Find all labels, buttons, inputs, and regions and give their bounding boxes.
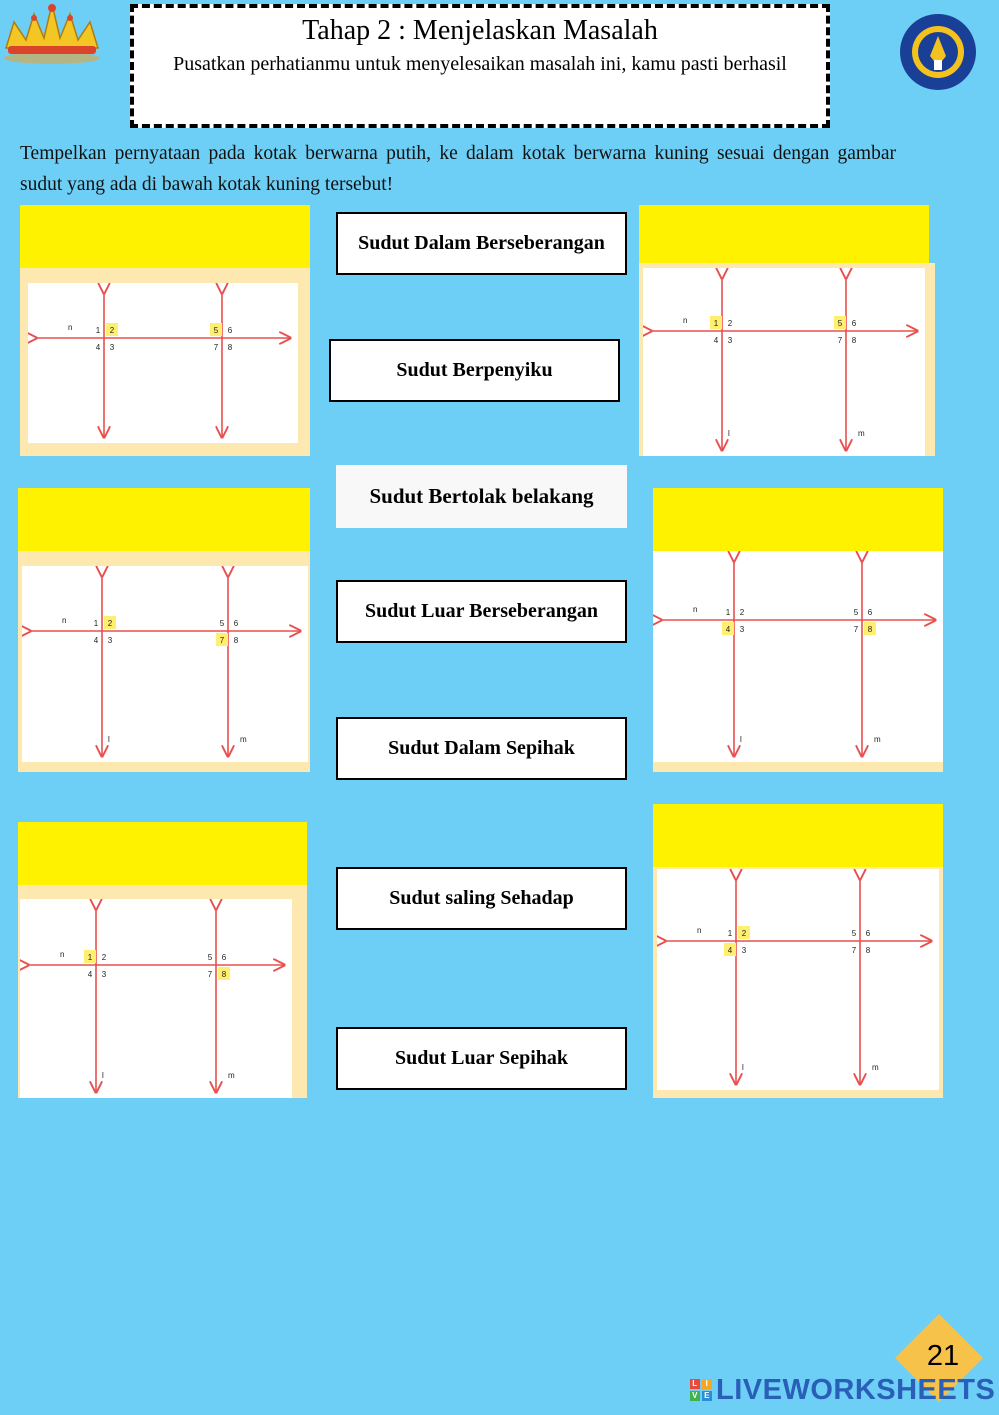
angle-label-3: 3 — [741, 946, 747, 955]
angle-label-1: 1 — [713, 319, 719, 328]
university-seal-logo — [898, 12, 978, 92]
line-label-n: n — [693, 605, 698, 614]
liveworksheets-tiles-icon: L I V E — [690, 1379, 712, 1401]
angle-label-6: 6 — [221, 953, 227, 962]
diagram-5 — [20, 899, 292, 1098]
line-label-l: l — [728, 429, 730, 438]
line-label-m: m — [858, 429, 865, 438]
angle-label-5: 5 — [851, 929, 857, 938]
answer-box-4[interactable] — [653, 488, 943, 551]
angle-label-4: 4 — [95, 343, 101, 352]
statement-card-luar-berseberangan[interactable]: Sudut Luar Berseberangan — [336, 580, 627, 643]
instruction-text: Tempelkan pernyataan pada kotak berwarna putih, ke dalam kotak berwarna kuning sesuai dengan gambar sudut yang ada di bawah kotak kuning tersebut! — [20, 143, 896, 195]
angle-label-3: 3 — [107, 636, 113, 645]
answer-box-3[interactable] — [18, 488, 310, 551]
answer-box-6[interactable] — [653, 804, 943, 867]
answer-box-5[interactable] — [18, 822, 307, 885]
angle-label-6: 6 — [851, 319, 857, 328]
angle-label-8: 8 — [227, 343, 233, 352]
line-label-l: l — [740, 735, 742, 744]
diagram-6 — [657, 869, 939, 1090]
angle-label-8: 8 — [851, 336, 857, 345]
angle-label-1: 1 — [87, 953, 93, 962]
diagram-2 — [643, 268, 925, 456]
line-label-m: m — [228, 1071, 235, 1080]
angle-label-7: 7 — [207, 970, 213, 979]
angle-label-6: 6 — [227, 326, 233, 335]
header-box — [130, 4, 830, 128]
line-label-l: l — [742, 1063, 744, 1072]
angle-label-8: 8 — [867, 625, 873, 634]
line-label-n: n — [62, 616, 67, 625]
angle-label-3: 3 — [739, 625, 745, 634]
page-title: Tahap 2 : Menjelaskan Masalah — [302, 15, 658, 46]
transversal-diagram-svg — [657, 869, 939, 1090]
liveworksheets-text: LIVEWORKSHEETS — [716, 1373, 996, 1406]
answer-box-2[interactable] — [639, 205, 929, 263]
angle-label-4: 4 — [725, 625, 731, 634]
angle-label-6: 6 — [867, 608, 873, 617]
line-label-n: n — [683, 316, 688, 325]
angle-label-1: 1 — [727, 929, 733, 938]
transversal-diagram-svg — [28, 283, 298, 443]
angle-label-1: 1 — [95, 326, 101, 335]
angle-label-4: 4 — [87, 970, 93, 979]
angle-label-4: 4 — [93, 636, 99, 645]
liveworksheets-logo[interactable] — [690, 1372, 995, 1408]
line-label-m: m — [872, 1063, 879, 1072]
angle-label-2: 2 — [741, 929, 747, 938]
statement-card-bertolak-belakang[interactable]: Sudut Bertolak belakang — [336, 465, 627, 528]
transversal-diagram-svg — [20, 899, 292, 1098]
transversal-diagram-svg — [22, 566, 308, 762]
angle-label-2: 2 — [739, 608, 745, 617]
angle-label-3: 3 — [109, 343, 115, 352]
line-label-l: l — [108, 735, 110, 744]
line-label-l: l — [102, 1071, 104, 1080]
line-label-n: n — [68, 323, 73, 332]
diagram-4 — [653, 551, 943, 762]
statement-card-dalam-berseberangan[interactable]: Sudut Dalam Berseberangan — [336, 212, 627, 275]
angle-label-7: 7 — [213, 343, 219, 352]
line-label-m: m — [240, 735, 247, 744]
angle-label-4: 4 — [713, 336, 719, 345]
page-subtitle: Pusatkan perhatianmu untuk menyelesaikan masalah ini, kamu pasti berhasil — [173, 53, 787, 75]
angle-label-2: 2 — [109, 326, 115, 335]
angle-label-1: 1 — [725, 608, 731, 617]
angle-label-5: 5 — [853, 608, 859, 617]
statement-card-berpenyiku[interactable]: Sudut Berpenyiku — [329, 339, 620, 402]
angle-label-5: 5 — [207, 953, 213, 962]
angle-label-3: 3 — [727, 336, 733, 345]
angle-label-8: 8 — [865, 946, 871, 955]
angle-label-1: 1 — [93, 619, 99, 628]
angle-label-2: 2 — [107, 619, 113, 628]
angle-label-8: 8 — [233, 636, 239, 645]
angle-label-4: 4 — [727, 946, 733, 955]
statement-card-saling-sehadap[interactable]: Sudut saling Sehadap — [336, 867, 627, 930]
diagram-1 — [28, 283, 298, 443]
angle-label-6: 6 — [233, 619, 239, 628]
angle-label-7: 7 — [851, 946, 857, 955]
angle-label-8: 8 — [221, 970, 227, 979]
line-label-n: n — [60, 950, 65, 959]
angle-label-5: 5 — [837, 319, 843, 328]
angle-label-2: 2 — [727, 319, 733, 328]
angle-label-2: 2 — [101, 953, 107, 962]
line-label-m: m — [874, 735, 881, 744]
diagram-3 — [22, 566, 308, 762]
crown-logo — [0, 0, 104, 66]
page-number: 21 — [926, 1340, 960, 1372]
angle-label-7: 7 — [853, 625, 859, 634]
answer-box-1[interactable] — [20, 205, 310, 268]
line-label-n: n — [697, 926, 702, 935]
transversal-diagram-svg — [643, 268, 925, 456]
statement-card-luar-sepihak[interactable]: Sudut Luar Sepihak — [336, 1027, 627, 1090]
transversal-diagram-svg — [653, 551, 943, 762]
angle-label-3: 3 — [101, 970, 107, 979]
statement-card-dalam-sepihak[interactable]: Sudut Dalam Sepihak — [336, 717, 627, 780]
angle-label-5: 5 — [219, 619, 225, 628]
angle-label-7: 7 — [837, 336, 843, 345]
angle-label-5: 5 — [213, 326, 219, 335]
angle-label-6: 6 — [865, 929, 871, 938]
angle-label-7: 7 — [219, 636, 225, 645]
